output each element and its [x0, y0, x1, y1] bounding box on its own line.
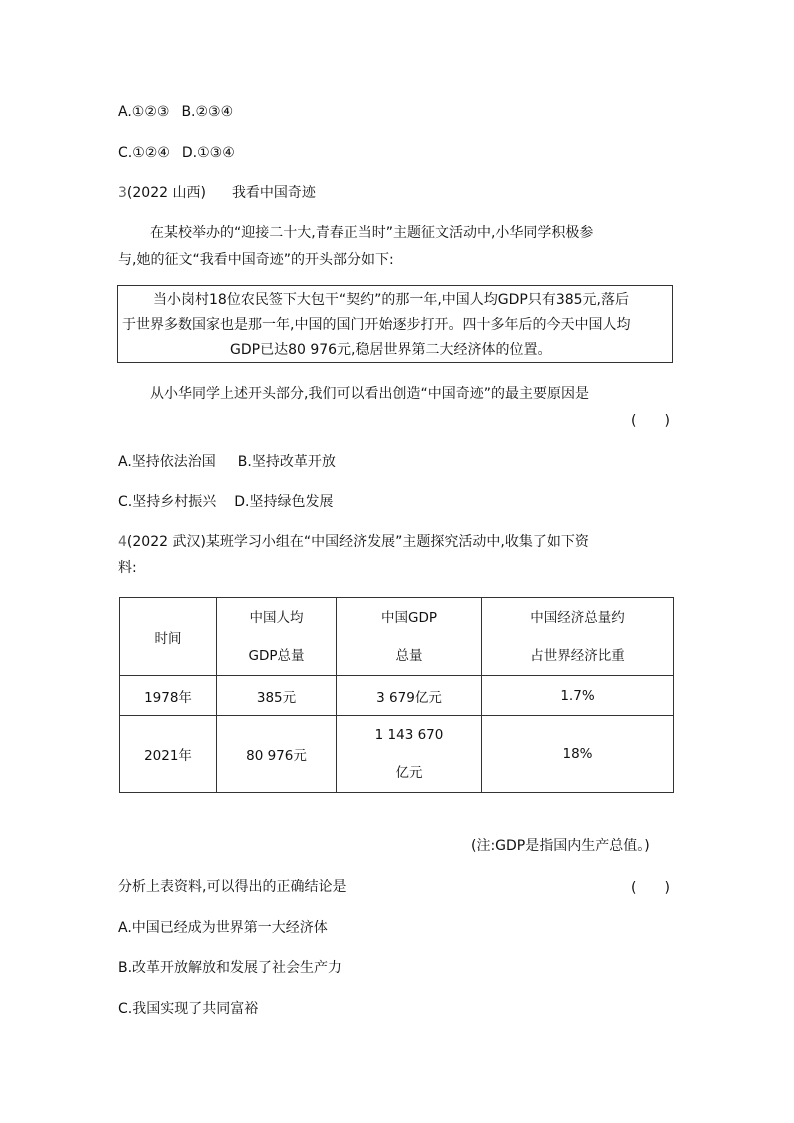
header-total-gdp: [337, 598, 482, 676]
q3-excerpt-line-3: GDP已达80 976元,稳居世界第二大经济体的位置。: [230, 342, 552, 358]
table-header-row: [120, 598, 674, 676]
row-2021-total-gdp-line-1: 1 143 670: [374, 727, 444, 743]
q3-intro-line-2: 与,她的征文“我看中国奇迹”的开头部分如下:: [118, 252, 394, 268]
q3-option-a: A.坚持依法治国: [118, 454, 216, 470]
q2-option-d: D.①③④: [181, 145, 235, 161]
q3-options-row-1: [118, 452, 336, 472]
q3-number: 3: [118, 185, 127, 201]
q4-data-table: [119, 597, 674, 793]
q4-intro-text: (2022 武汉)某班学习小组在“中国经济发展”主题探究活动中,收集了如下资: [126, 534, 589, 550]
header-per-capita-gdp: [217, 598, 337, 676]
q3-heading: [118, 183, 316, 203]
q2-option-a: A.①②③: [118, 104, 170, 120]
row-1978-per-capita: 385元: [217, 676, 337, 716]
q4-question: 分析上表资料,可以得出的正确结论是: [118, 879, 347, 895]
q3-excerpt-line-2: 于世界多数国家也是那一年,中国的国门开始逐步打开。四十多年后的今天中国人均: [122, 317, 631, 333]
row-1978-year: 1978年: [120, 676, 217, 716]
table-row: [120, 676, 674, 716]
q3-option-c: C.坚持乡村振兴: [118, 494, 217, 510]
q3-option-d: D.坚持绿色发展: [234, 494, 334, 510]
q2-options-row-2: [118, 143, 235, 163]
q3-option-b: B.坚持改革开放: [237, 454, 336, 470]
q2-option-b: B.②③④: [181, 104, 234, 120]
table-row: [120, 716, 674, 793]
header-per-capita-line-2: GDP总量: [248, 647, 305, 664]
q3-options-row-2: [118, 492, 333, 512]
q3-excerpt-line-1: 当小岗村18位农民签下大包干“契约”的那一年,中国人均GDP只有385元,落后: [153, 292, 630, 308]
q4-intro-line-2: 料:: [118, 560, 137, 576]
header-per-capita-line-1: 中国人均: [249, 609, 304, 626]
q4-answer-blank: ( ): [631, 880, 670, 896]
q4-note: (注:GDP是指国内生产总值。): [471, 838, 650, 854]
q3-excerpt-box: [117, 285, 673, 363]
q4-option-b: B.改革开放解放和发展了社会生产力: [118, 960, 343, 976]
row-2021-per-capita: 80 976元: [217, 716, 337, 793]
header-time: 时间: [120, 598, 217, 676]
q3-title: 我看中国奇迹: [231, 185, 316, 201]
row-1978-world-share: 1.7%: [482, 676, 674, 716]
q3-intro-line-1: 在某校举办的“迎接二十大,青春正当时”主题征文活动中,小华同学积极参: [150, 225, 594, 241]
row-2021-total-gdp-line-2: 亿元: [395, 765, 423, 781]
header-world-share: [482, 598, 674, 676]
q3-question: 从小华同学上述开头部分,我们可以看出创造“中国奇迹”的最主要原因是: [150, 386, 589, 402]
row-2021-total-gdp: [337, 716, 482, 793]
q4-intro-line-1: [118, 532, 589, 552]
row-2021-year: 2021年: [120, 716, 217, 793]
header-world-share-line-1: 中国经济总量约: [530, 609, 625, 626]
header-world-share-line-2: 占世界经济比重: [530, 647, 625, 664]
header-total-gdp-line-1: 中国GDP: [381, 609, 437, 626]
q4-number: 4: [118, 534, 127, 550]
row-1978-total-gdp: 3 679亿元: [337, 676, 482, 716]
q2-option-c: C.①②④: [118, 145, 170, 161]
row-2021-world-share: 18%: [482, 716, 674, 793]
header-total-gdp-line-2: 总量: [395, 647, 423, 664]
q2-options-row-1: [118, 102, 233, 122]
q3-answer-blank: ( ): [631, 413, 670, 429]
q4-option-c: C.我国实现了共同富裕: [118, 1001, 259, 1017]
q3-source: (2022 山西): [126, 185, 206, 201]
q4-option-a: A.中国已经成为世界第一大经济体: [118, 920, 328, 936]
